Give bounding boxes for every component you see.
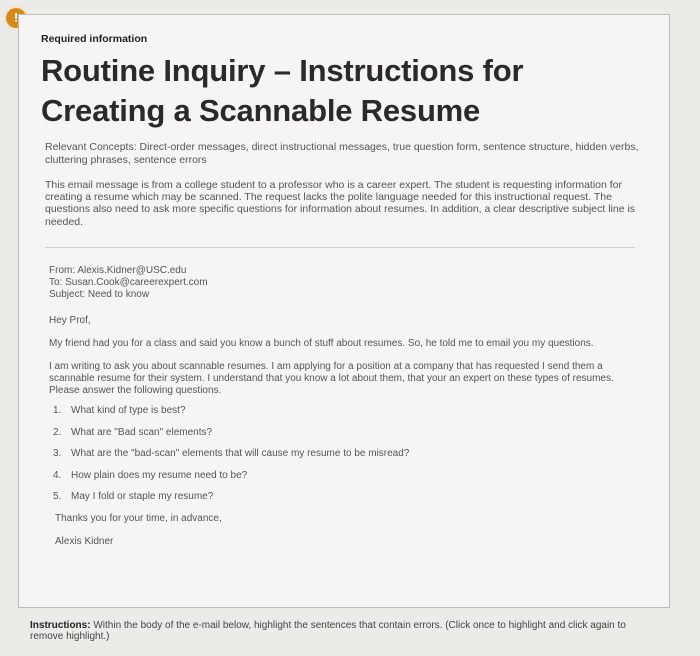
question-text: What are the "bad-scan" elements that will cause my resume to be misread? [71,448,410,459]
question-text: What kind of type is best? [71,405,186,416]
question-card [18,14,670,608]
relevant-concepts: Relevant Concepts: Direct-order messages, direct instructional messages, true question form, sentence structure, hidden verbs, cluttering phrases, sentence errors [45,141,639,166]
question-item[interactable] [53,447,629,469]
page-title: Routine Inquiry – Instructions for Creating a Scannable Resume [41,53,524,128]
email-closing[interactable]: Thanks you for your time, in advance, [55,512,222,524]
question-text: What are "Bad scan" elements? [71,426,213,438]
question-number: 1. [53,405,62,416]
question-number: 3. [53,448,62,459]
divider [45,247,635,248]
required-information-label: Required information [41,33,148,45]
email-paragraph-2[interactable]: I am writing to ask you about scannable resumes. I am applying for a position at a company that has requested I send them a scannable resume for their system. I understand that you know a lot about them, that your an expert on these types of resumes. Please answer the following questions. [49,361,614,396]
email-paragraph-1[interactable]: My friend had you for a class and said you know a bunch of stuff about resumes. So, he told me to email you my questions. [49,338,594,349]
question-number: 2. [53,426,62,438]
question-number: 5. [53,491,62,502]
email-body [49,265,629,547]
instructions-label: Instructions: [30,620,91,631]
email-from: From: Alexis.Kidner@USC.edu [49,265,187,276]
email-subject: Subject: Need to know [49,289,150,300]
email-to: To: Susan.Cook@careerexpert.com [49,277,208,288]
question-item[interactable] [53,490,629,512]
question-number: 4. [53,469,62,481]
instructions [30,620,660,642]
question-item[interactable] [53,426,629,448]
email-greeting[interactable]: Hey Prof, [49,315,91,326]
email-signature[interactable]: Alexis Kidner [55,535,114,547]
question-item[interactable] [53,469,629,491]
question-text: May I fold or staple my resume? [71,491,214,502]
question-item[interactable] [53,404,629,426]
question-text: How plain does my resume need to be? [71,469,248,481]
alert-icon: ! [6,8,26,28]
questions-list [53,404,629,512]
scenario-description: This email message is from a college student to a professor who is a career expert. The student is requesting information for creating a resume which may be scanned. The request lacks the polite language needed for this instructional request. The questions also need to ask more specific questions for information about resumes. In addition, a clear descriptive subject line is needed. [45,179,636,228]
instructions-text: Within the body of the e-mail below, highlight the sentences that contain errors. (Click once to highlight and click again to remove highlight.) [30,620,626,642]
